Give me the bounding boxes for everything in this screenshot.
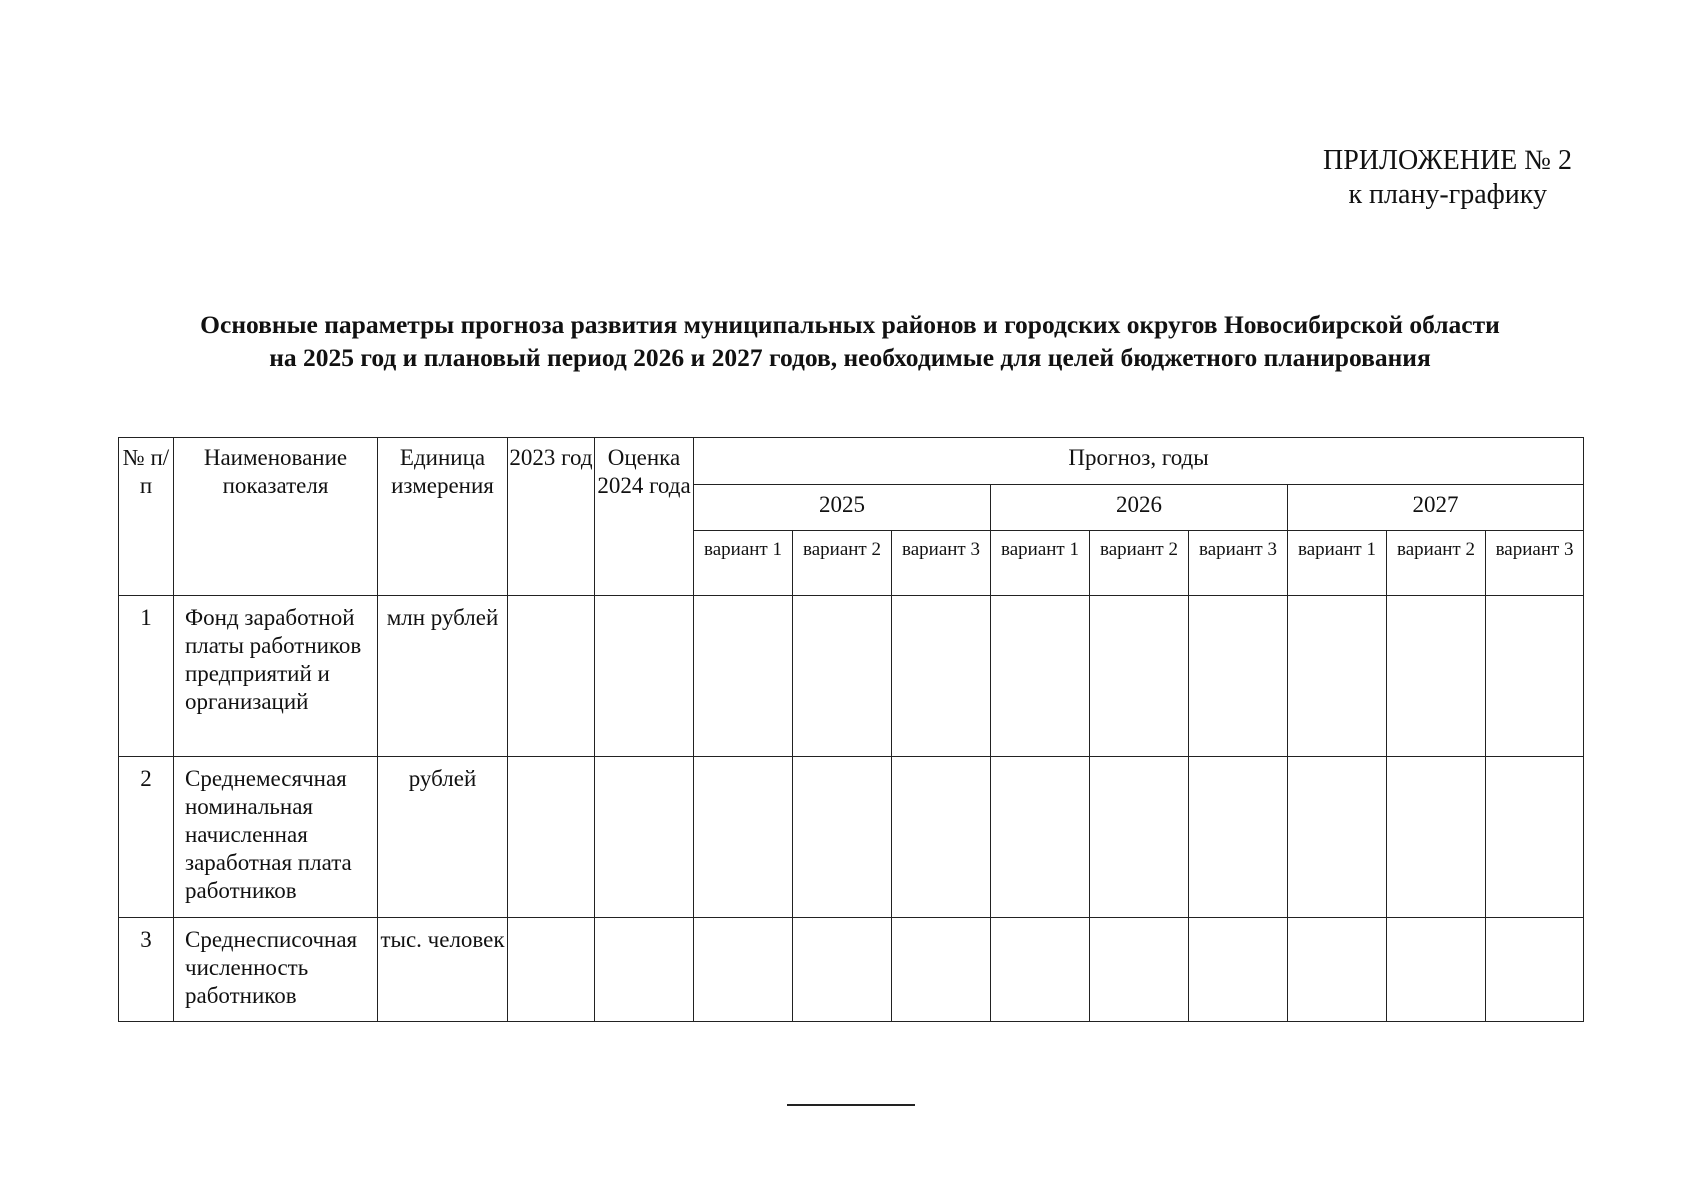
header-variant: вариант 1 [694, 531, 793, 596]
value-cell [1090, 918, 1189, 1022]
value-cell [1486, 918, 1584, 1022]
value-cell [694, 918, 793, 1022]
value-cell [1486, 757, 1584, 918]
value-cell [1387, 918, 1486, 1022]
value-cell [892, 918, 991, 1022]
title-line-2: на 2025 год и плановый период 2026 и 2027 годов, необходимые для целей бюджетного планирования [269, 343, 1431, 372]
header-year-2025: 2025 [694, 485, 991, 531]
value-cell [1288, 757, 1387, 918]
row-number: 3 [119, 918, 174, 1022]
row-unit: рублей [378, 757, 508, 918]
annex-number: ПРИЛОЖЕНИЕ № 2 [1323, 145, 1572, 176]
header-variant: вариант 3 [1189, 531, 1288, 596]
value-cell [694, 596, 793, 757]
value-cell [595, 757, 694, 918]
row-indicator-name: Среднемесячная номинальная начисленная заработная плата работников [174, 757, 378, 918]
header-forecast: Прогноз, годы [694, 438, 1584, 485]
annex-reference: к плану-графику [1348, 179, 1547, 210]
row-indicator-name: Фонд заработной платы работников предприятий и организаций [174, 596, 378, 757]
header-estimate-2024: Оценка 2024 года [595, 438, 694, 596]
value-cell [991, 757, 1090, 918]
value-cell [595, 596, 694, 757]
row-number: 1 [119, 596, 174, 757]
header-variant: вариант 2 [1387, 531, 1486, 596]
title-line-1: Основные параметры прогноза развития муниципальных районов и городских округов Новосибирской области [200, 310, 1500, 339]
header-variant: вариант 2 [1090, 531, 1189, 596]
table-row [119, 757, 1584, 918]
header-year-2027: 2027 [1288, 485, 1584, 531]
value-cell [793, 757, 892, 918]
value-cell [508, 918, 595, 1022]
annex-label [1252, 144, 1572, 212]
header-num: № п/п [119, 438, 174, 596]
header-2023: 2023 год [508, 438, 595, 596]
value-cell [1090, 757, 1189, 918]
value-cell [1189, 757, 1288, 918]
header-name: Наименование показателя [174, 438, 378, 596]
document-title [105, 308, 1595, 374]
header-variant: вариант 3 [1486, 531, 1584, 596]
value-cell [793, 596, 892, 757]
header-variant: вариант 2 [793, 531, 892, 596]
value-cell [1486, 596, 1584, 757]
header-variant: вариант 3 [892, 531, 991, 596]
value-cell [1387, 596, 1486, 757]
value-cell [1288, 918, 1387, 1022]
parameters-table [118, 437, 1584, 1022]
header-variant: вариант 1 [991, 531, 1090, 596]
row-indicator-name: Среднесписочная численность работников [174, 918, 378, 1022]
table-row [119, 918, 1584, 1022]
row-unit: млн рублей [378, 596, 508, 757]
value-cell [694, 757, 793, 918]
value-cell [991, 596, 1090, 757]
value-cell [1189, 596, 1288, 757]
value-cell [595, 918, 694, 1022]
header-unit: Единица измерения [378, 438, 508, 596]
value-cell [1288, 596, 1387, 757]
value-cell [793, 918, 892, 1022]
table-row [119, 596, 1584, 757]
value-cell [508, 757, 595, 918]
header-row-1 [119, 438, 1584, 485]
value-cell [1189, 918, 1288, 1022]
value-cell [892, 596, 991, 757]
value-cell [1090, 596, 1189, 757]
header-variant: вариант 1 [1288, 531, 1387, 596]
value-cell [508, 596, 595, 757]
value-cell [892, 757, 991, 918]
row-unit: тыс. человек [378, 918, 508, 1022]
value-cell [1387, 757, 1486, 918]
value-cell [991, 918, 1090, 1022]
header-year-2026: 2026 [991, 485, 1288, 531]
row-number: 2 [119, 757, 174, 918]
closing-rule [787, 1104, 915, 1106]
